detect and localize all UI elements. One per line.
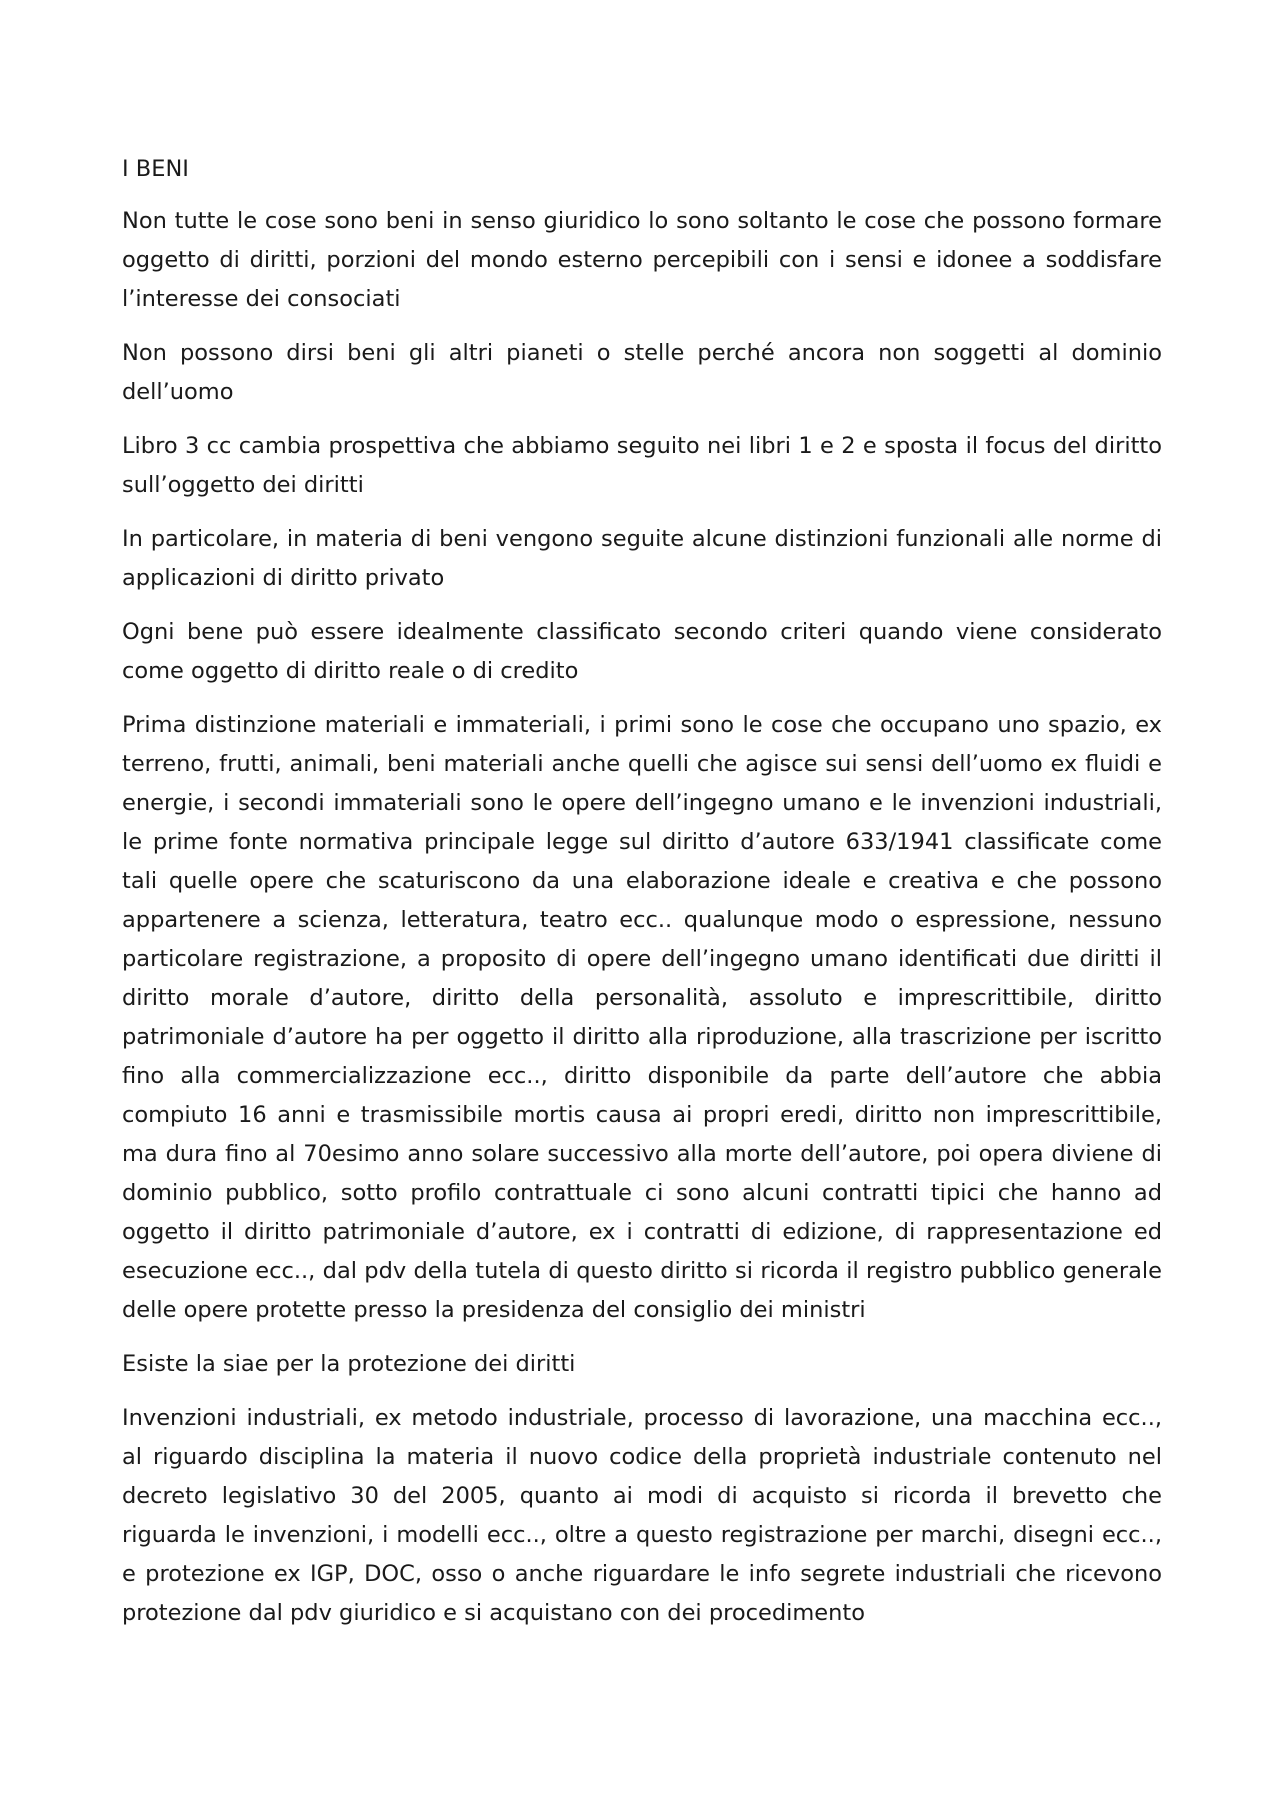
paragraph-libro-3: Libro 3 cc cambia prospettiva che abbiamo seguito nei libri 1 e 2 e sposta il focus del diritto sull’oggetto dei diritti	[122, 433, 1162, 498]
document-title: I BENI	[122, 156, 189, 182]
paragraph-siae: Esiste la siae per la protezione dei diritti	[122, 1351, 576, 1377]
paragraph-classificazione: Ogni bene può essere idealmente classificato secondo criteri quando viene considerato come oggetto di diritto reale o di credito	[122, 619, 1162, 684]
paragraph-invenzioni-industriali: Invenzioni industriali, ex metodo industriale, processo di lavorazione, una macchina ecc.., al riguardo disciplina la materia il nuovo codice della proprietà industriale contenuto nel decreto legislativo 30 del 2005, quanto ai modi di acquisto si ricorda il brevetto che riguarda le invenzioni, i modelli ecc.., oltre a questo registrazione per marchi, disegni ecc.., e protezione ex IGP, DOC, osso o anche riguardare le info segrete industriali che ricevono protezione dal pdv giuridico e si acquistano con dei procedimento	[122, 1405, 1162, 1626]
document-page	[122, 150, 1162, 1648]
paragraph-definition: Non tutte le cose sono beni in senso giuridico lo sono soltanto le cose che possono formare oggetto di diritti, porzioni del mondo esterno percepibili con i sensi e idonee a soddisfare l’interesse dei consociati	[122, 208, 1162, 312]
paragraph-materiali-immateriali: Prima distinzione materiali e immateriali, i primi sono le cose che occupano uno spazio, ex terreno, frutti, animali, beni materiali anche quelli che agisce sui sensi dell’uomo ex fluidi e energie, i secondi immateriali sono le opere dell’ingegno umano e le invenzioni industriali, le prime fonte normativa principale legge sul diritto d’autore 633/1941 classificate come tali quelle opere che scaturiscono da una elaborazione ideale e creativa e che possono appartenere a scienza, letteratura, teatro ecc.. qualunque modo o espressione, nessuno particolare registrazione, a proposito di opere dell’ingegno umano identificati due diritti il diritto morale d’autore, diritto della personalità, assoluto e imprescrittibile, diritto patrimoniale d’autore ha per oggetto il diritto alla riproduzione, alla trascrizione per iscritto fino alla commercializzazione ecc.., diritto disponibile da parte dell’autore che abbia compiuto 16 anni e trasmissibile mortis causa ai propri eredi, diritto non imprescrittibile, ma dura fino al 70esimo anno solare successivo alla morte dell’autore, poi opera diviene di dominio pubblico, sotto profilo contrattuale ci sono alcuni contratti tipici che hanno ad oggetto il diritto patrimoniale d’autore, ex i contratti di edizione, di rappresentazione ed esecuzione ecc.., dal pdv della tutela di questo diritto si ricorda il registro pubblico generale delle opere protette presso la presidenza del consiglio dei ministri	[122, 712, 1162, 1323]
paragraph-planets: Non possono dirsi beni gli altri pianeti o stelle perché ancora non soggetti al dominio dell’uomo	[122, 340, 1162, 405]
paragraph-distinzioni: In particolare, in materia di beni vengono seguite alcune distinzioni funzionali alle norme di applicazioni di diritto privato	[122, 526, 1162, 591]
